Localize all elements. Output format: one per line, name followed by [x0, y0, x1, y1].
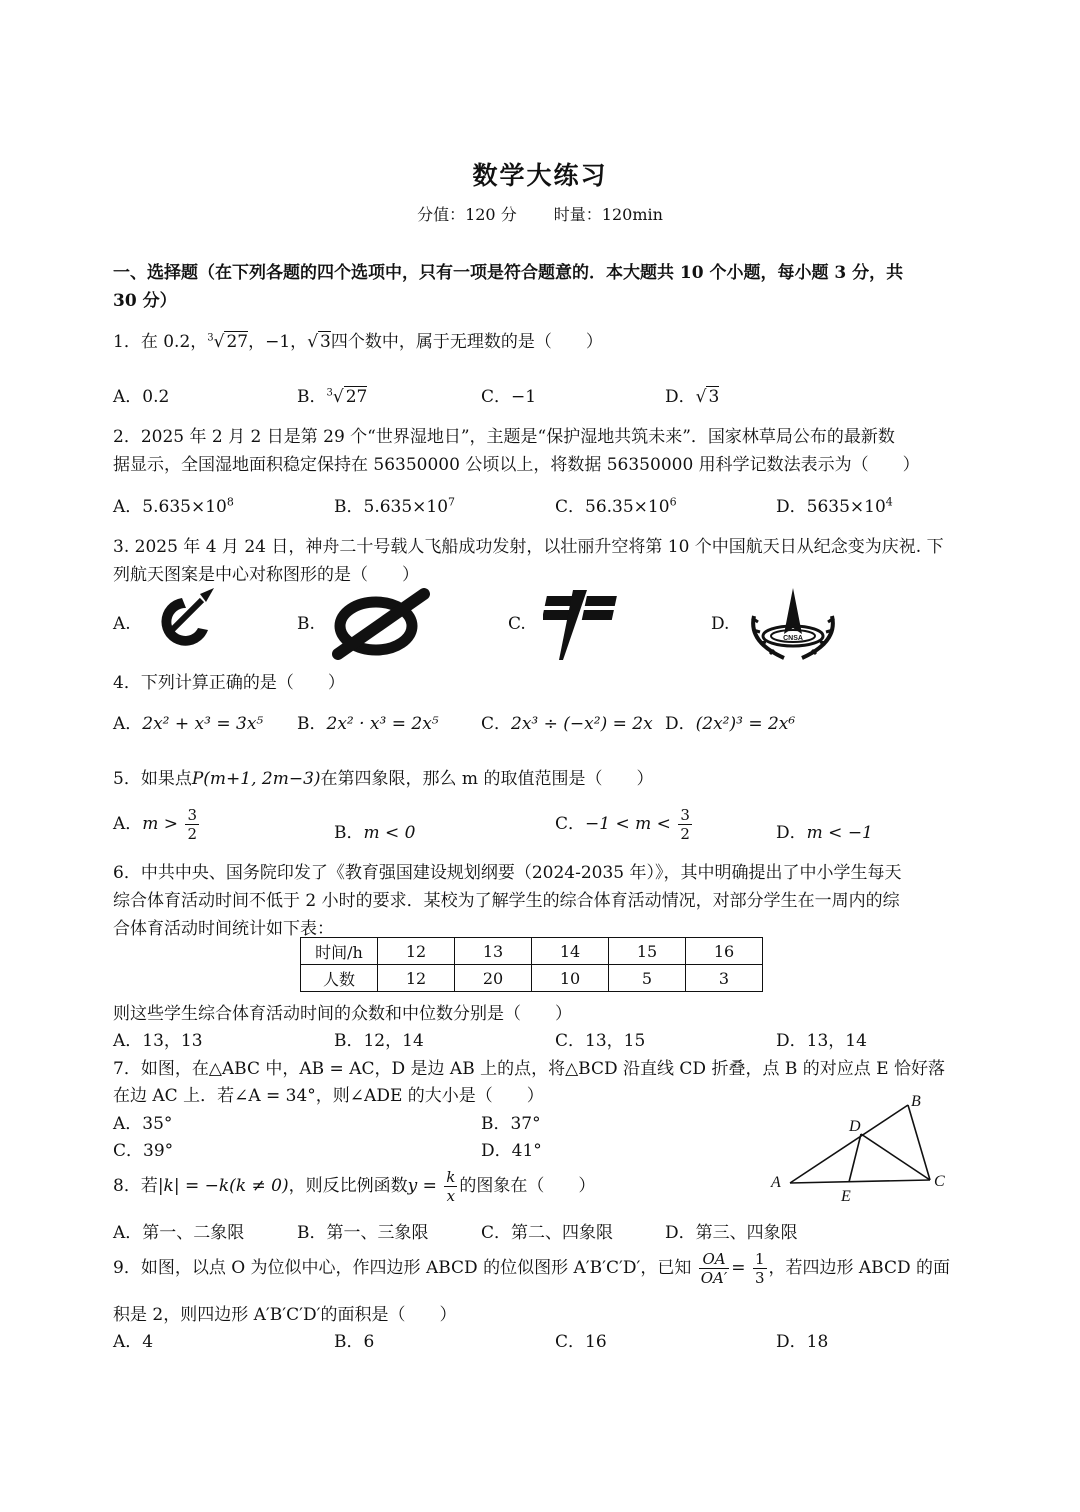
q5-c-fraction: $\frac{3}{2}$	[680, 806, 690, 843]
q6-option-d[interactable]: D．13，14	[776, 1031, 867, 1051]
q6-option-b[interactable]: B．12，14	[334, 1031, 424, 1051]
space-emblem-a-icon	[148, 586, 218, 656]
q9-line2: 积是 2，则四边形 A′B′C′D′的面积是（ ）	[113, 1305, 457, 1325]
q2-line2: 据显示，全国湿地面积稳定保持在 56350000 公顷以上，将数据 56350000 用科学记数法表示为（ ）	[113, 455, 920, 475]
q8-option-d[interactable]: D．第三、四象限	[665, 1223, 798, 1243]
table-row	[301, 938, 763, 965]
page-title: 数学大练习	[472, 161, 608, 190]
q2-c-exp: 6	[669, 495, 677, 509]
q8-condition: |k| = −k(k ≠ 0)	[157, 1176, 289, 1196]
triangle-figure	[765, 1088, 965, 1208]
q2-d-base: 5635×10	[806, 497, 886, 517]
q7-option-c[interactable]: C．39°	[113, 1141, 174, 1161]
q1-stem-mid: ，−1，	[248, 332, 308, 352]
q1-stem-suffix: 四个数中，属于无理数的是（ ）	[330, 332, 603, 352]
table-cell: 人数	[301, 965, 378, 992]
section-heading-line2: 30 分）	[113, 291, 177, 311]
exam-meta	[0, 202, 1080, 225]
vertex-b-label: B	[911, 1093, 921, 1110]
q8-stem-prefix: 8．若	[113, 1176, 158, 1196]
q5-stem	[113, 764, 653, 789]
q2-d-label: D．	[776, 497, 807, 517]
q8-option-b[interactable]: B．第一、三象限	[297, 1223, 429, 1243]
space-emblem-b-icon	[330, 588, 430, 660]
q4-c-expr: 2x³ ÷ (−x²) = 2x	[511, 714, 653, 734]
q4-a-expr: 2x² + x³ = 3x⁵	[142, 714, 264, 734]
q9-fraction-2: $\frac{1}{3}$	[754, 1250, 765, 1287]
q1-option-c[interactable]: C．−1	[481, 387, 537, 407]
q2-line1: 2．2025 年 2 月 2 日是第 29 个“世界湿地日”，主题是“保护湿地共筑未来”．国家林草局公布的最新数	[113, 427, 895, 447]
cnsa-emblem-icon	[744, 586, 842, 664]
q1-option-a[interactable]: A．0.2	[113, 387, 170, 407]
q2-option-c[interactable]	[555, 492, 677, 517]
q9-option-c[interactable]: C．16	[555, 1332, 607, 1352]
q2-option-b[interactable]	[334, 492, 455, 517]
vertex-c-label: C	[934, 1173, 945, 1190]
q8-stem-suffix: 的图象在（ ）	[459, 1176, 596, 1196]
q7-option-d[interactable]: D．41°	[481, 1141, 542, 1161]
table-cell: 12	[378, 938, 455, 965]
table-cell: 时间/h	[301, 938, 378, 965]
table-cell: 13	[455, 938, 532, 965]
table-cell: 10	[532, 965, 609, 992]
q2-b-exp: 7	[448, 495, 456, 509]
q8-stem	[113, 1168, 595, 1205]
q5-a-fraction: $\frac{3}{2}$	[187, 806, 198, 843]
q7-option-b[interactable]: B．37°	[481, 1114, 541, 1134]
q5-point: P(m+1, 2m−3)	[191, 769, 321, 789]
q2-c-label: C．	[555, 497, 586, 517]
q4-option-b[interactable]	[297, 709, 439, 734]
q1-b-value: 27	[345, 387, 368, 407]
q9-stem-suffix: ，若四边形 ABCD 的面	[768, 1258, 951, 1278]
q8-fraction: $\frac{k}{x}$	[446, 1168, 456, 1205]
q1-option-b[interactable]: B．$^3$√ 27	[297, 387, 368, 407]
q1-b-label: B．	[297, 387, 327, 407]
q8-option-a[interactable]: A．第一、二象限	[113, 1223, 245, 1243]
table-row	[301, 965, 763, 992]
score-info: 分值：120 分	[417, 205, 517, 224]
q5-d-expr: m < −1	[806, 823, 873, 843]
q1-d-value: 3	[708, 387, 720, 407]
q8-option-c[interactable]: C．第二、四象限	[481, 1223, 614, 1243]
q3-option-a[interactable]: A.	[113, 614, 131, 634]
q8-stem-mid: ，则反比例函数	[288, 1176, 408, 1196]
time-info: 时量：120min	[553, 205, 663, 224]
q1-stem: 1．在 0.2，$^3$√ 27，−1，√ 3四个数中，属于无理数的是（ ）	[113, 332, 603, 352]
q3-line2: 列航天图案是中心对称图形的是（ ）	[113, 565, 419, 585]
table-cell: 5	[609, 965, 686, 992]
q4-d-expr: (2x²)³ = 2x⁶	[695, 714, 796, 734]
q5-option-a[interactable]	[113, 806, 201, 843]
q9-option-b[interactable]: B．6	[334, 1332, 375, 1352]
q7-line1: 7．如图，在△ABC 中，AB = AC，D 是边 AB 上的点，将△BCD 沿直线 CD 折叠，点 B 的对应点 E 恰好落	[113, 1059, 945, 1079]
table-cell: 20	[455, 965, 532, 992]
q6-option-c[interactable]: C．13，15	[555, 1031, 646, 1051]
q2-option-d[interactable]	[776, 492, 893, 517]
q9-option-d[interactable]: D．18	[776, 1332, 829, 1352]
q5-b-expr: m < 0	[363, 823, 416, 843]
q4-c-label: C．	[481, 714, 512, 734]
q7-option-a[interactable]: A．35°	[113, 1114, 173, 1134]
table-cell: 3	[686, 965, 763, 992]
vertex-d-label: D	[849, 1118, 861, 1135]
q2-a-label: A．	[113, 497, 143, 517]
q1-d-label: D．	[665, 387, 696, 407]
table-cell: 15	[609, 938, 686, 965]
activity-time-table	[300, 937, 763, 992]
vertex-e-label: E	[841, 1188, 851, 1205]
q2-b-base: 5.635×10	[363, 497, 449, 517]
table-cell: 16	[686, 938, 763, 965]
q1-stem-prefix: 1．在 0.2，	[113, 332, 208, 352]
q2-c-base: 56.35×10	[585, 497, 670, 517]
q6-line3: 合体育活动时间统计如下表：	[113, 919, 334, 939]
q5-stem-prefix: 5．如果点	[113, 769, 192, 789]
q9-option-a[interactable]: A．4	[113, 1332, 154, 1352]
q8-y-eq: y =	[407, 1176, 437, 1196]
q6-line1: 6．中共中央、国务院印发了《教育强国建设规划纲要（2024-2035 年）》，其中明确提出了中小学生每天	[113, 863, 902, 883]
q5-b-label: B．	[334, 823, 364, 843]
q4-option-a[interactable]	[113, 709, 263, 734]
q2-d-exp: 4	[885, 495, 893, 509]
q7-line2: 在边 AC 上．若∠A = 34°，则∠ADE 的大小是（ ）	[113, 1086, 544, 1106]
q5-option-d[interactable]	[776, 818, 873, 843]
q2-a-exp: 8	[226, 495, 234, 509]
q2-a-base: 5.635×10	[142, 497, 227, 517]
q9-stem-prefix: 9．如图，以点 O 为位似中心，作四边形 ABCD 的位似图形 A′B′C′D′，已知	[113, 1258, 692, 1278]
q3-option-d[interactable]: D.	[711, 614, 730, 634]
q3-option-c[interactable]: C.	[508, 614, 526, 634]
q5-a-label: A．	[113, 814, 143, 834]
q4-stem: 4．下列计算正确的是（ ）	[113, 673, 345, 693]
q5-c-label: C．	[555, 814, 586, 834]
q2-option-a[interactable]	[113, 492, 234, 517]
q3-option-b[interactable]: B.	[297, 614, 315, 634]
q6-option-a[interactable]: A．13，13	[113, 1031, 203, 1051]
q2-b-label: B．	[334, 497, 364, 517]
q4-a-label: A．	[113, 714, 143, 734]
q5-c-expr: −1 < m <	[585, 814, 671, 834]
section-heading-line1: 一、选择题（在下列各题的四个选项中，只有一项是符合题意的．本大题共 10 个小题，每小题 3 分，共	[113, 263, 904, 283]
space-emblem-c-icon	[543, 586, 627, 662]
q5-option-b[interactable]	[334, 818, 416, 843]
q4-b-label: B．	[297, 714, 327, 734]
q1-option-d[interactable]: D．√ 3	[665, 387, 720, 407]
q4-option-c[interactable]	[481, 709, 653, 734]
q6-line2: 综合体育活动时间不低于 2 小时的要求．某校为了解学生的综合体育活动情况，对部分学生在一周内的综	[113, 891, 900, 911]
q9-fraction-1: $\frac{OA}{OA'}$	[700, 1250, 728, 1287]
vertex-a-label: A	[771, 1174, 781, 1191]
q4-d-label: D．	[665, 714, 696, 734]
cnsa-text: CNSA	[783, 635, 803, 642]
q4-b-expr: 2x² · x³ = 2x⁵	[326, 714, 439, 734]
q5-stem-suffix: 在第四象限，那么 m 的取值范围是（ ）	[320, 769, 654, 789]
q4-option-d[interactable]	[665, 709, 795, 734]
table-cell: 14	[532, 938, 609, 965]
q5-d-label: D．	[776, 823, 807, 843]
q5-option-c[interactable]	[555, 806, 694, 843]
q9-eq: =	[731, 1258, 746, 1278]
q1-root3: 3	[320, 332, 331, 352]
table-cell: 12	[378, 965, 455, 992]
q1-root27: 27	[226, 332, 249, 352]
q3-line1: 3. 2025 年 4 月 24 日，神舟二十号载人飞船成功发射，以壮丽升空将第 10 个中国航天日从纪念变为庆祝. 下	[113, 537, 944, 557]
q6-question: 则这些学生综合体育活动时间的众数和中位数分别是（ ）	[113, 1004, 572, 1024]
q5-a-expr: m >	[142, 814, 179, 834]
q9-stem	[113, 1250, 950, 1287]
